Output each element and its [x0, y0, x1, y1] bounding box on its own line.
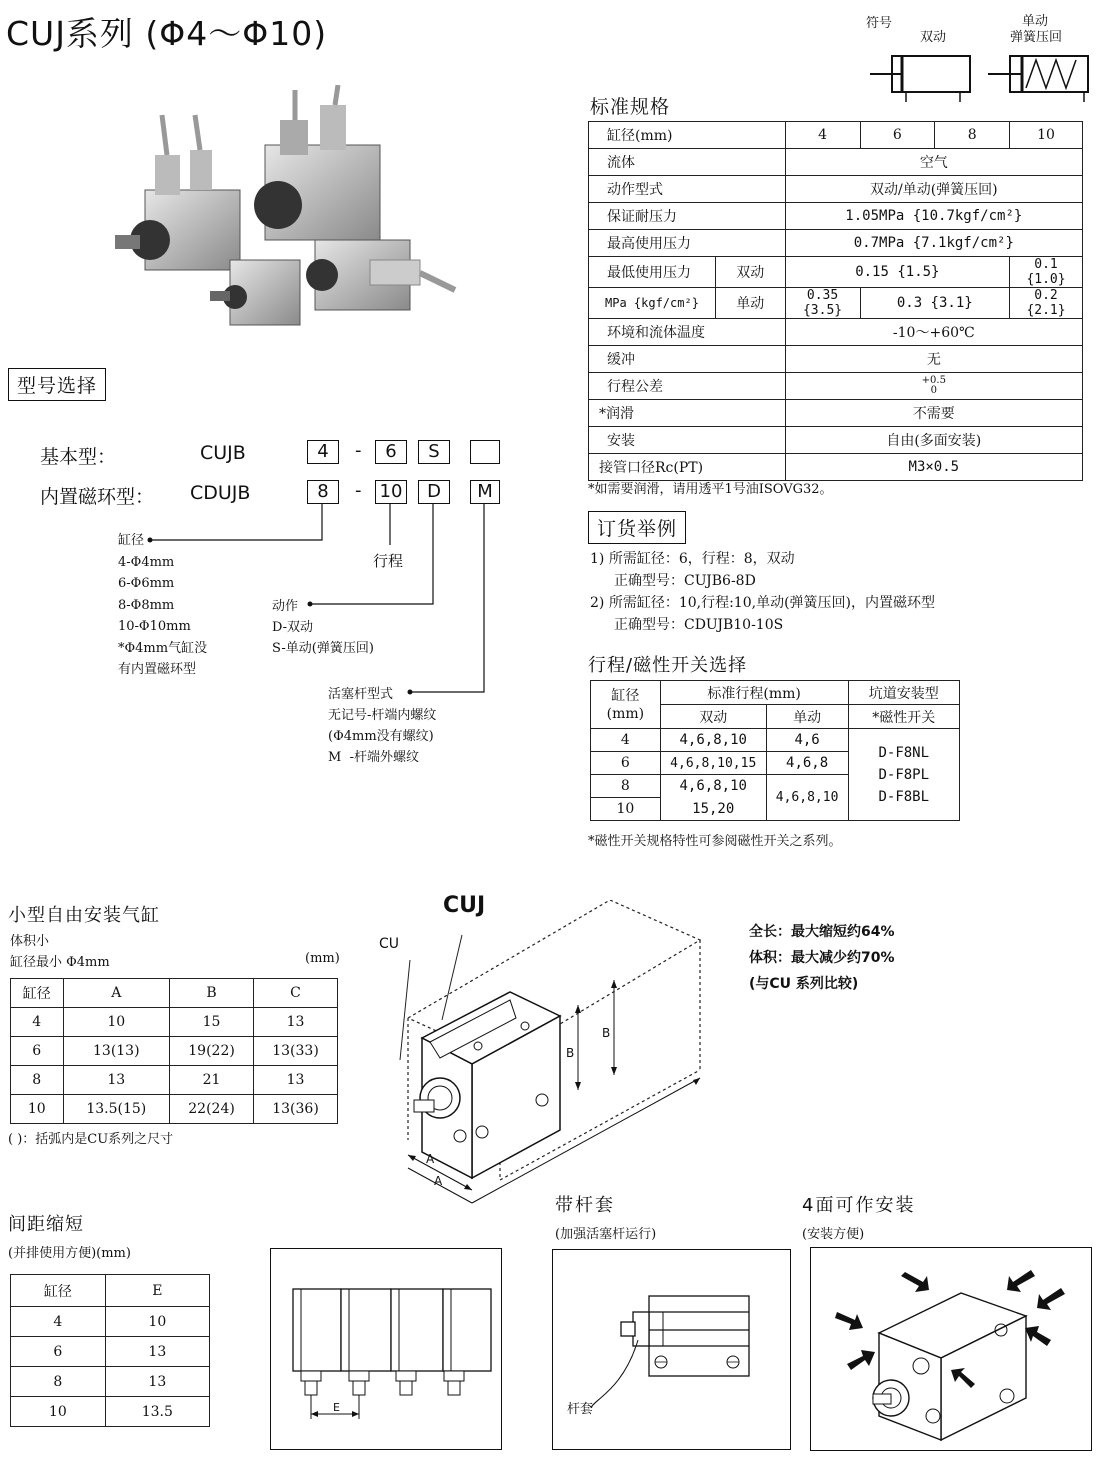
dim-cell: 13	[254, 1066, 338, 1095]
spec-row-value: 不需要	[785, 400, 1082, 427]
cuj-label: CUJ	[443, 893, 486, 918]
spec-row	[589, 203, 1083, 230]
order-title: 订货举例	[588, 511, 686, 544]
table-row	[11, 1008, 338, 1037]
spec-min-pressure-row	[589, 288, 1083, 319]
dim-cell: 13(36)	[254, 1095, 338, 1124]
rodcover-title: 带杆套	[555, 1195, 615, 1216]
spec-row-label: 安装	[589, 427, 786, 454]
bore-legend	[118, 530, 207, 681]
stroke-double: 15,20	[660, 798, 766, 821]
spec-table	[588, 121, 1083, 481]
spec-note: *如需要润滑，请用透平1号油ISOVG32。	[588, 482, 833, 497]
spacing-cell: 13	[105, 1367, 209, 1397]
magnet-stroke-box: 10	[375, 480, 407, 504]
stroke-header-bore	[591, 681, 661, 729]
magnet-action-box: D	[418, 480, 450, 504]
small-dim-table	[10, 978, 338, 1124]
mount-title: 4面可作安装	[802, 1195, 916, 1216]
spec-row	[589, 346, 1083, 373]
stroke-note: *磁性开关规格特性可参阅磁性开关之系列。	[588, 834, 842, 849]
order-line: 正确型号：CUJB6-8D	[614, 573, 756, 589]
rod-cover-icon	[553, 1250, 790, 1449]
spec-row	[589, 427, 1083, 454]
stroke-bore: 6	[591, 752, 661, 775]
spec-row	[589, 400, 1083, 427]
spec-row-label: 动作型式	[589, 176, 786, 203]
min-pressure-double-b: 0.1 {1.0}	[1010, 257, 1083, 288]
spec-row-label: 缓冲	[589, 346, 786, 373]
stroke-switches	[848, 729, 959, 821]
small-sub2: 缸径最小 Φ4mm	[10, 955, 110, 970]
spacing-e-label: E	[333, 1401, 340, 1414]
spec-row-label: 行程公差	[589, 373, 786, 400]
claim-volume: 体积：最大减少约70%	[749, 950, 895, 966]
order-line: 正确型号：CDUJB10-10S	[614, 617, 784, 633]
spacing-cell: 10	[105, 1307, 209, 1337]
spec-row-value: M3×0.5	[785, 454, 1082, 481]
model-section-title: 型号选择	[8, 368, 106, 401]
double-acting-symbol-icon	[860, 48, 980, 103]
stroke-single: 4,6,8,10	[766, 775, 848, 821]
stroke-double: 4,6,8,10	[660, 775, 766, 798]
stroke-header-bore-label: 缸径	[611, 687, 640, 704]
rod-legend-item: M -杆端外螺纹	[328, 750, 419, 765]
spec-row-label: *润滑	[589, 400, 786, 427]
bore-legend-item: 4-Φ4mm	[118, 554, 175, 570]
stroke-bore: 4	[591, 729, 661, 752]
bore-legend-item: 有内置磁环型	[118, 662, 197, 677]
rodcover-sub: (加强活塞杆运行)	[555, 1227, 657, 1242]
spacing-cell: 6	[11, 1337, 106, 1367]
switch-model: D-F8PL	[878, 766, 930, 783]
magnet-rod-box: M	[470, 480, 500, 504]
stroke-table	[590, 680, 960, 821]
spacing-cell: 13.5	[105, 1397, 209, 1427]
dim-header: 缸径	[11, 979, 64, 1008]
spec-row-label: 环境和流体温度	[589, 319, 786, 346]
spec-header-cell: 10	[1010, 122, 1083, 149]
basic-bore-box: 4	[307, 440, 339, 464]
min-pressure-single-b: 0.3 {3.1}	[860, 288, 1010, 319]
spec-row-label: 保证耐压力	[589, 203, 786, 230]
page-title: CUJ系列 (Φ4～Φ10)	[6, 14, 328, 53]
spacing-header: E	[105, 1275, 209, 1307]
spec-row-value: -10～+60℃	[785, 319, 1082, 346]
tolerance-lower: 0	[930, 385, 937, 396]
claim-compare: (与CU 系列比较)	[749, 976, 859, 992]
min-pressure-single-c: 0.2 {2.1}	[1010, 288, 1083, 319]
spec-row-value: 1.05MPa {10.7kgf/cm²}	[785, 203, 1082, 230]
rod-legend-title: 活塞杆型式	[328, 687, 394, 702]
spec-header-cell: 4	[785, 122, 860, 149]
order-examples	[590, 548, 935, 636]
stroke-header-single: 单动	[766, 705, 848, 729]
dim-cell: 21	[170, 1066, 254, 1095]
tolerance-value	[785, 373, 1082, 400]
stroke-title: 行程/磁性开关选择	[588, 655, 748, 676]
spec-row-value: 自由(多面安装)	[785, 427, 1082, 454]
small-unit: (mm)	[305, 951, 340, 966]
action-legend	[272, 596, 374, 659]
comparison-claims	[749, 919, 895, 997]
spec-row	[589, 176, 1083, 203]
spacing-cell: 8	[11, 1367, 106, 1397]
symbol-single-label: 单动	[1022, 14, 1049, 29]
dim-cell: 22(24)	[170, 1095, 254, 1124]
stroke-single: 4,6	[766, 729, 848, 752]
bore-legend-title: 缸径	[118, 533, 145, 548]
symbol-single-sublabel: 弹簧压回	[1010, 30, 1063, 45]
table-row	[591, 729, 960, 752]
switch-model: D-F8BL	[878, 788, 930, 805]
magnet-dash: -	[355, 480, 362, 501]
table-row	[11, 1397, 210, 1427]
spacing-cell: 10	[11, 1397, 106, 1427]
dim-cell: 15	[170, 1008, 254, 1037]
spec-row-value: 双动/单动(弹簧压回)	[785, 176, 1082, 203]
spec-header-cell: 6	[860, 122, 935, 149]
magnet-type-label: 内置磁环型：	[40, 486, 155, 508]
stroke-single: 4,6,8	[766, 752, 848, 775]
dim-cell: 13.5(15)	[63, 1095, 170, 1124]
dim-cell: 13(33)	[254, 1037, 338, 1066]
action-legend-item: D-双动	[272, 620, 314, 635]
spacing-cell: 4	[11, 1307, 106, 1337]
spec-row	[589, 454, 1083, 481]
basic-type-code: CUJB	[200, 442, 246, 464]
spacing-cell: 13	[105, 1337, 209, 1367]
spacing-header: 缸径	[11, 1275, 106, 1307]
table-row	[11, 1037, 338, 1066]
single-acting-symbol-icon	[980, 48, 1090, 103]
min-pressure-double-a: 0.15 {1.5}	[785, 257, 1009, 288]
stroke-header-bore-unit: (mm)	[606, 705, 645, 722]
dim-cell: 13	[254, 1008, 338, 1037]
basic-type-label: 基本型：	[40, 446, 117, 468]
small-note: ( )：括弧内是CU系列之尺寸	[8, 1132, 174, 1147]
order-line: 2) 所需缸径：10,行程:10,单动(弹簧压回)，内置磁环型	[590, 595, 935, 611]
spec-row-value: 空气	[785, 149, 1082, 176]
dim-cell: 19(22)	[170, 1037, 254, 1066]
rod-legend-item: 无记号-杆端内螺纹	[328, 708, 437, 723]
dim-cell: 13	[63, 1066, 170, 1095]
rod-legend	[328, 684, 436, 768]
stroke-double: 4,6,8,10	[660, 729, 766, 752]
dim-cell: 6	[11, 1037, 64, 1066]
spec-tolerance-row	[589, 373, 1083, 400]
model-leader-lines	[0, 0, 520, 720]
spec-header-cell: 缸径(mm)	[589, 122, 786, 149]
dim-header: C	[254, 979, 338, 1008]
basic-dash: -	[355, 440, 362, 461]
stroke-double: 4,6,8,10,15	[660, 752, 766, 775]
stroke-header-switch1: 坑道安装型	[848, 681, 959, 705]
table-row	[11, 1066, 338, 1095]
rodcover-label: 杆套	[567, 1402, 594, 1417]
action-legend-title: 动作	[272, 599, 299, 614]
stroke-header-switch2: *磁性开关	[848, 705, 959, 729]
rod-legend-item: (Φ4mm没有螺纹)	[328, 729, 434, 744]
basic-stroke-box: 6	[375, 440, 407, 464]
min-pressure-double-label: 双动	[715, 257, 785, 288]
stroke-header-std: 标准行程(mm)	[660, 681, 848, 705]
spacing-table	[10, 1274, 210, 1427]
stroke-legend: 行程	[373, 552, 404, 570]
dim-b-label: B	[602, 1026, 611, 1040]
four-face-mounting-icon	[811, 1248, 1091, 1450]
table-row	[11, 1095, 338, 1124]
spec-row	[589, 149, 1083, 176]
bore-legend-item: 10-Φ10mm	[118, 619, 191, 634]
spacing-diagram	[270, 1248, 502, 1450]
dim-cell: 13(13)	[63, 1037, 170, 1066]
side-by-side-cylinders-icon	[271, 1249, 501, 1449]
spacing-sub: (并排使用方便)(mm)	[8, 1246, 131, 1261]
order-line: 1) 所需缸径：6，行程：8，双动	[590, 551, 795, 567]
spec-title: 标准规格	[590, 96, 671, 118]
cuj-cu-comparison-diagram	[370, 900, 730, 1210]
dim-cell: 10	[11, 1095, 64, 1124]
magnet-bore-box: 8	[307, 480, 339, 504]
spacing-title: 间距缩短	[8, 1214, 84, 1235]
claim-length: 全长：最大缩短约64%	[749, 924, 895, 940]
cu-label: CU	[379, 936, 400, 952]
stroke-header-double: 双动	[660, 705, 766, 729]
min-pressure-unit: MPa {kgf/cm²}	[589, 288, 716, 319]
dim-b-label: B	[566, 1046, 575, 1060]
small-sub1: 体积小	[10, 934, 50, 949]
stroke-bore: 10	[591, 798, 661, 821]
basic-action-box: S	[418, 440, 450, 464]
rodcover-diagram	[552, 1249, 791, 1450]
spec-header-cell: 8	[935, 122, 1010, 149]
dim-cell: 10	[63, 1008, 170, 1037]
magnet-type-code: CDUJB	[190, 482, 251, 504]
min-pressure-label: 最低使用压力	[589, 257, 716, 288]
spec-row	[589, 319, 1083, 346]
table-row	[11, 1337, 210, 1367]
symbol-label: 符号	[866, 16, 893, 31]
small-title: 小型自由安装气缸	[8, 905, 160, 926]
symbol-area	[860, 8, 1100, 103]
bore-legend-item: 8-Φ8mm	[118, 597, 175, 613]
symbol-double-label: 双动	[920, 30, 947, 45]
spec-min-pressure-row	[589, 257, 1083, 288]
dim-a-label: A	[426, 1152, 435, 1166]
table-row	[11, 1307, 210, 1337]
spec-row-value: 0.7MPa {7.1kgf/cm²}	[785, 230, 1082, 257]
bore-legend-item: 6-Φ6mm	[118, 576, 175, 591]
min-pressure-single-a: 0.35 {3.5}	[785, 288, 860, 319]
action-legend-item: S-单动(弹簧压回)	[272, 641, 374, 656]
stroke-bore: 8	[591, 775, 661, 798]
dim-header: A	[63, 979, 170, 1008]
spec-row-label: 最高使用压力	[589, 230, 786, 257]
bore-legend-item: *Φ4mm气缸没	[118, 640, 208, 656]
spec-row-label: 接管口径Rc(PT)	[589, 454, 786, 481]
spec-header-row	[589, 122, 1083, 149]
dim-cell: 8	[11, 1066, 64, 1095]
dim-cell: 4	[11, 1008, 64, 1037]
spec-row-value: 无	[785, 346, 1082, 373]
tolerance-upper: +0.5	[921, 375, 946, 386]
table-row	[11, 1367, 210, 1397]
mount-diagram	[810, 1247, 1092, 1451]
switch-model: D-F8NL	[878, 744, 930, 761]
min-pressure-single-label: 单动	[715, 288, 785, 319]
spec-row-label: 流体	[589, 149, 786, 176]
spec-row	[589, 230, 1083, 257]
dim-a-label: A	[434, 1174, 443, 1188]
dim-header: B	[170, 979, 254, 1008]
mount-sub: (安装方便)	[802, 1227, 865, 1242]
